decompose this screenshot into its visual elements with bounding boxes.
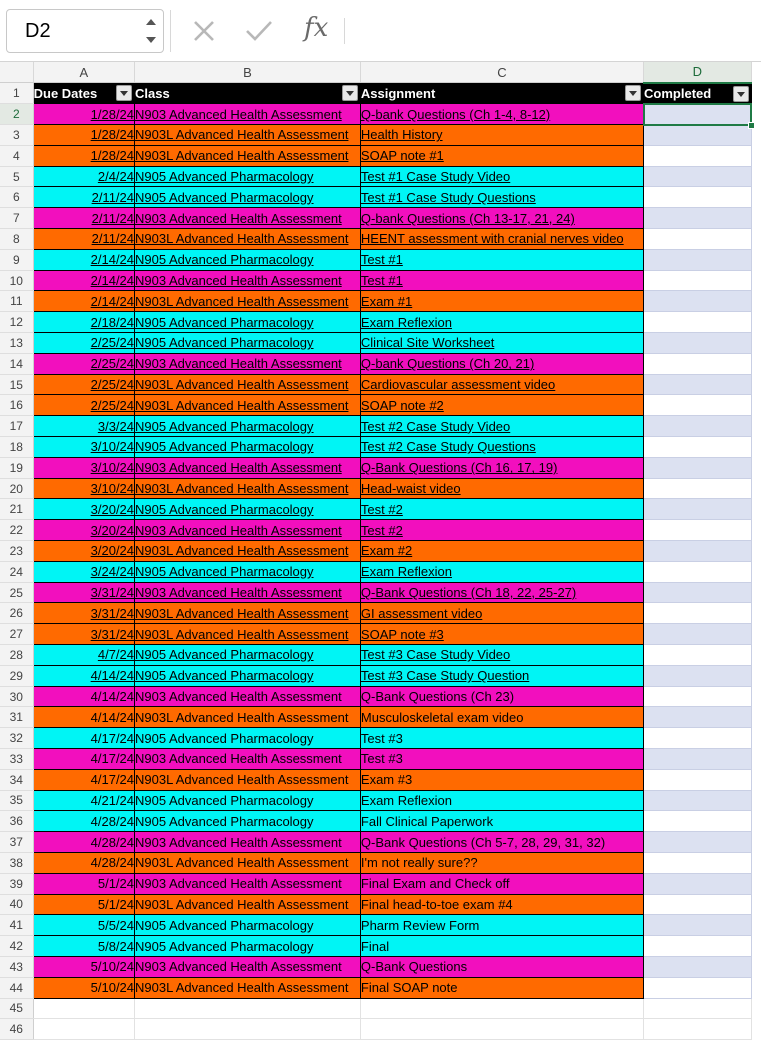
cell-completed[interactable]	[644, 749, 751, 770]
cell-class[interactable]: N903 Advanced Health Assessment	[135, 832, 361, 853]
table-row	[0, 374, 751, 395]
table-row	[0, 645, 751, 666]
row-header[interactable]: 45	[0, 998, 33, 1019]
cell-due-date[interactable]: 5/1/24	[33, 894, 134, 915]
cell-completed[interactable]	[644, 333, 751, 354]
header-due-dates[interactable]: Due Dates	[33, 83, 134, 104]
cell-assignment[interactable]: Final Exam and Check off	[360, 873, 643, 894]
row-header[interactable]: 24	[0, 561, 33, 582]
row-header[interactable]: 32	[0, 728, 33, 749]
filter-dropdown-icon[interactable]	[342, 85, 358, 101]
cell-class[interactable]: N903L Advanced Health Assessment	[135, 291, 361, 312]
table-row	[0, 894, 751, 915]
cell-assignment[interactable]: Q-Bank Questions (Ch 5-7, 28, 29, 31, 32)	[360, 832, 643, 853]
table-row	[0, 478, 751, 499]
cell-assignment[interactable]: Fall Clinical Paperwork	[360, 811, 643, 832]
table-row	[0, 395, 751, 416]
cell-class[interactable]: N905 Advanced Pharmacology	[135, 249, 361, 270]
cell-completed[interactable]	[644, 520, 751, 541]
cell-due-date[interactable]: 4/14/24	[33, 665, 134, 686]
cell-completed[interactable]	[644, 478, 751, 499]
cell-due-date[interactable]: 2/18/24	[33, 312, 134, 333]
row-header[interactable]: 20	[0, 478, 33, 499]
cell-completed[interactable]	[644, 873, 751, 894]
table-row	[0, 624, 751, 645]
table-row	[0, 291, 751, 312]
table-row	[0, 187, 751, 208]
table-row	[0, 582, 751, 603]
cell-class[interactable]: N903L Advanced Health Assessment	[135, 541, 361, 562]
table-row	[0, 353, 751, 374]
empty-cell[interactable]	[644, 1019, 751, 1040]
cell-completed[interactable]	[644, 499, 751, 520]
empty-cell[interactable]	[135, 1019, 361, 1040]
table-row	[0, 499, 751, 520]
cell-completed[interactable]	[644, 769, 751, 790]
cell-class[interactable]: N905 Advanced Pharmacology	[135, 561, 361, 582]
cell-assignment[interactable]: Musculoskeletal exam video	[360, 707, 643, 728]
cell-assignment[interactable]: Test #2 Case Study Questions	[360, 437, 643, 458]
cell-completed[interactable]	[644, 790, 751, 811]
table-row	[0, 457, 751, 478]
cell-due-date[interactable]: 1/28/24	[33, 125, 134, 146]
cell-completed[interactable]	[644, 437, 751, 458]
row-header[interactable]: 40	[0, 894, 33, 915]
cell-assignment[interactable]: SOAP note #3	[360, 624, 643, 645]
cell-due-date[interactable]: 2/25/24	[33, 333, 134, 354]
cell-assignment[interactable]: Test #2 Case Study Video	[360, 416, 643, 437]
cell-completed[interactable]	[644, 582, 751, 603]
cell-due-date[interactable]: 5/1/24	[33, 873, 134, 894]
cell-assignment[interactable]: Test #2	[360, 499, 643, 520]
cell-due-date[interactable]: 2/4/24	[33, 166, 134, 187]
cell-class[interactable]: N905 Advanced Pharmacology	[135, 187, 361, 208]
cell-class[interactable]: N903 Advanced Health Assessment	[135, 582, 361, 603]
cell-due-date[interactable]: 4/28/24	[33, 852, 134, 873]
row-header[interactable]: 13	[0, 333, 33, 354]
filter-dropdown-icon[interactable]	[116, 85, 132, 101]
table-row	[0, 333, 751, 354]
row-header[interactable]: 39	[0, 873, 33, 894]
table-row	[0, 707, 751, 728]
column-header-b[interactable]: B	[135, 62, 361, 83]
cell-due-date[interactable]: 4/17/24	[33, 769, 134, 790]
cell-assignment[interactable]: Test #3 Case Study Video	[360, 645, 643, 666]
cell-assignment[interactable]: Test #3	[360, 728, 643, 749]
cell-completed[interactable]	[644, 312, 751, 333]
cell-assignment[interactable]: Test #3 Case Study Question	[360, 665, 643, 686]
cell-class[interactable]: N903L Advanced Health Assessment	[135, 977, 361, 998]
cell-assignment[interactable]: Final	[360, 936, 643, 957]
cell-completed[interactable]	[644, 187, 751, 208]
row-header[interactable]: 34	[0, 769, 33, 790]
cell-due-date[interactable]: 2/25/24	[33, 374, 134, 395]
cell-class[interactable]: N905 Advanced Pharmacology	[135, 166, 361, 187]
cell-assignment[interactable]: Final SOAP note	[360, 977, 643, 998]
cell-due-date[interactable]: 5/10/24	[33, 956, 134, 977]
table-row	[0, 790, 751, 811]
header-class[interactable]: Class	[135, 83, 361, 104]
name-box-value: D2	[25, 20, 51, 42]
cell-class[interactable]: N903L Advanced Health Assessment	[135, 229, 361, 250]
cell-completed[interactable]	[644, 665, 751, 686]
cell-completed[interactable]	[644, 249, 751, 270]
row-header[interactable]: 4	[0, 145, 33, 166]
cell-due-date[interactable]: 3/10/24	[33, 457, 134, 478]
row-header[interactable]: 27	[0, 624, 33, 645]
cell-completed[interactable]	[644, 915, 751, 936]
row-header[interactable]: 11	[0, 291, 33, 312]
cell-assignment[interactable]: Cardiovascular assessment video	[360, 374, 643, 395]
cell-completed[interactable]	[644, 956, 751, 977]
row-header[interactable]: 35	[0, 790, 33, 811]
table-row	[0, 249, 751, 270]
cell-class[interactable]: N903L Advanced Health Assessment	[135, 145, 361, 166]
cell-due-date[interactable]: 5/5/24	[33, 915, 134, 936]
cell-class[interactable]: N903 Advanced Health Assessment	[135, 353, 361, 374]
cell-due-date[interactable]: 3/20/24	[33, 520, 134, 541]
cell-assignment[interactable]: Q-bank Questions (Ch 20, 21)	[360, 353, 643, 374]
table-row	[0, 977, 751, 998]
cell-completed[interactable]	[644, 728, 751, 749]
cell-completed[interactable]	[644, 852, 751, 873]
cell-completed[interactable]	[644, 374, 751, 395]
cell-class[interactable]: N903L Advanced Health Assessment	[135, 624, 361, 645]
row-header[interactable]: 17	[0, 416, 33, 437]
column-header-d[interactable]: D	[644, 62, 751, 83]
cell-due-date[interactable]: 3/24/24	[33, 561, 134, 582]
cell-assignment[interactable]: Exam Reflexion	[360, 561, 643, 582]
cell-class[interactable]: N905 Advanced Pharmacology	[135, 790, 361, 811]
table-row	[0, 936, 751, 957]
cell-due-date[interactable]: 5/10/24	[33, 977, 134, 998]
row-header[interactable]: 6	[0, 187, 33, 208]
cell-assignment[interactable]: Q-Bank Questions (Ch 18, 22, 25-27)	[360, 582, 643, 603]
cell-class[interactable]: N905 Advanced Pharmacology	[135, 915, 361, 936]
row-header[interactable]: 33	[0, 749, 33, 770]
cell-due-date[interactable]: 1/28/24	[33, 145, 134, 166]
cell-completed[interactable]	[644, 229, 751, 250]
row-header[interactable]: 18	[0, 437, 33, 458]
cell-assignment[interactable]: Test #1 Case Study Video	[360, 166, 643, 187]
row-header[interactable]: 44	[0, 977, 33, 998]
cell-class[interactable]: N905 Advanced Pharmacology	[135, 936, 361, 957]
cell-due-date[interactable]: 3/20/24	[33, 499, 134, 520]
cell-completed[interactable]	[644, 894, 751, 915]
cell-due-date[interactable]: 4/14/24	[33, 707, 134, 728]
sheet-table	[0, 62, 752, 1040]
cell-completed[interactable]	[644, 561, 751, 582]
cell-class[interactable]: N903L Advanced Health Assessment	[135, 769, 361, 790]
active-cell-completed[interactable]	[644, 104, 751, 125]
cell-due-date[interactable]: 2/14/24	[33, 291, 134, 312]
cell-class[interactable]: N903L Advanced Health Assessment	[135, 125, 361, 146]
cell-due-date[interactable]: 3/10/24	[33, 478, 134, 499]
cell-class[interactable]: N905 Advanced Pharmacology	[135, 645, 361, 666]
cell-assignment[interactable]: Exam #1	[360, 291, 643, 312]
formula-bar-divider	[170, 10, 171, 52]
table-row	[0, 686, 751, 707]
cell-class[interactable]: N903 Advanced Health Assessment	[135, 956, 361, 977]
cell-class[interactable]: N905 Advanced Pharmacology	[135, 811, 361, 832]
cell-due-date[interactable]: 4/21/24	[33, 790, 134, 811]
cell-completed[interactable]	[644, 208, 751, 229]
cell-class[interactable]: N905 Advanced Pharmacology	[135, 312, 361, 333]
cell-assignment[interactable]: Q-Bank Questions	[360, 956, 643, 977]
row-header[interactable]: 25	[0, 582, 33, 603]
cell-assignment[interactable]: Exam #3	[360, 769, 643, 790]
cell-completed[interactable]	[644, 603, 751, 624]
row-header[interactable]: 29	[0, 665, 33, 686]
spreadsheet-grid[interactable]	[0, 62, 761, 1037]
cell-class[interactable]: N905 Advanced Pharmacology	[135, 333, 361, 354]
empty-cell[interactable]	[644, 998, 751, 1019]
cell-class[interactable]: N903L Advanced Health Assessment	[135, 478, 361, 499]
cell-completed[interactable]	[644, 624, 751, 645]
row-header[interactable]: 15	[0, 374, 33, 395]
cell-completed[interactable]	[644, 936, 751, 957]
table-row	[0, 665, 751, 686]
table-row	[0, 312, 751, 333]
row-header[interactable]: 12	[0, 312, 33, 333]
table-row	[0, 873, 751, 894]
row-header[interactable]: 23	[0, 541, 33, 562]
row-header[interactable]: 28	[0, 645, 33, 666]
cell-due-date[interactable]: 2/11/24	[33, 187, 134, 208]
row-header[interactable]: 9	[0, 249, 33, 270]
table-row	[0, 728, 751, 749]
cell-assignment[interactable]: Test #3	[360, 749, 643, 770]
cell-class[interactable]: N903 Advanced Health Assessment	[135, 686, 361, 707]
table-row	[0, 852, 751, 873]
row-header[interactable]: 10	[0, 270, 33, 291]
row-header[interactable]: 30	[0, 686, 33, 707]
cell-completed[interactable]	[644, 291, 751, 312]
table-row	[0, 520, 751, 541]
cell-class[interactable]: N903 Advanced Health Assessment	[135, 208, 361, 229]
cell-assignment[interactable]: Health History	[360, 125, 643, 146]
cell-due-date[interactable]: 4/17/24	[33, 728, 134, 749]
row-header[interactable]: 22	[0, 520, 33, 541]
cell-class[interactable]: N905 Advanced Pharmacology	[135, 665, 361, 686]
cell-due-date[interactable]: 2/14/24	[33, 249, 134, 270]
cell-due-date[interactable]: 3/31/24	[33, 582, 134, 603]
cell-assignment[interactable]: Test #1 Case Study Questions	[360, 187, 643, 208]
cell-class[interactable]: N903L Advanced Health Assessment	[135, 894, 361, 915]
cell-assignment[interactable]: Pharm Review Form	[360, 915, 643, 936]
table-row	[0, 229, 751, 250]
cell-due-date[interactable]: 3/31/24	[33, 624, 134, 645]
table-row	[0, 832, 751, 853]
cell-assignment[interactable]: I'm not really sure??	[360, 852, 643, 873]
column-header-c[interactable]: C	[360, 62, 643, 83]
cell-class[interactable]: N903L Advanced Health Assessment	[135, 374, 361, 395]
header-assignment[interactable]: Assignment	[360, 83, 643, 104]
table-row	[0, 769, 751, 790]
cell-class[interactable]: N905 Advanced Pharmacology	[135, 416, 361, 437]
header-completed[interactable]: Completed	[644, 83, 751, 104]
cell-assignment[interactable]: HEENT assessment with cranial nerves video	[360, 229, 643, 250]
cell-completed[interactable]	[644, 166, 751, 187]
row-header[interactable]: 2	[0, 104, 33, 125]
cell-class[interactable]: N905 Advanced Pharmacology	[135, 499, 361, 520]
select-all-corner[interactable]	[0, 62, 33, 83]
row-header[interactable]: 7	[0, 208, 33, 229]
table-row	[0, 915, 751, 936]
cell-completed[interactable]	[644, 811, 751, 832]
cell-class[interactable]: N903 Advanced Health Assessment	[135, 520, 361, 541]
cell-due-date[interactable]: 4/17/24	[33, 749, 134, 770]
row-header[interactable]: 3	[0, 125, 33, 146]
cell-class[interactable]: N905 Advanced Pharmacology	[135, 437, 361, 458]
cell-class[interactable]: N903 Advanced Health Assessment	[135, 270, 361, 291]
cell-class[interactable]: N903 Advanced Health Assessment	[135, 104, 361, 125]
cell-due-date[interactable]: 2/25/24	[33, 395, 134, 416]
cell-assignment[interactable]: Exam Reflexion	[360, 790, 643, 811]
cell-completed[interactable]	[644, 977, 751, 998]
table-row	[0, 104, 751, 125]
row-header[interactable]: 43	[0, 956, 33, 977]
row-header[interactable]: 1	[0, 83, 33, 104]
row-header[interactable]: 41	[0, 915, 33, 936]
cell-completed[interactable]	[644, 353, 751, 374]
empty-cell[interactable]	[33, 998, 134, 1019]
cell-completed[interactable]	[644, 395, 751, 416]
row-header[interactable]: 46	[0, 1019, 33, 1040]
row-header[interactable]: 5	[0, 166, 33, 187]
cell-completed[interactable]	[644, 125, 751, 146]
cell-assignment[interactable]: Test #1	[360, 249, 643, 270]
cell-class[interactable]: N903L Advanced Health Assessment	[135, 852, 361, 873]
cell-assignment[interactable]: SOAP note #1	[360, 145, 643, 166]
table-row	[0, 270, 751, 291]
cell-due-date[interactable]: 2/11/24	[33, 229, 134, 250]
close-icon[interactable]	[192, 19, 216, 43]
formula-bar	[0, 0, 761, 62]
cell-assignment[interactable]: Q-bank Questions (Ch 13-17, 21, 24)	[360, 208, 643, 229]
table-row	[0, 603, 751, 624]
function-icon[interactable]: fx	[304, 13, 329, 43]
filter-dropdown-icon[interactable]	[733, 86, 749, 102]
row-header[interactable]: 38	[0, 852, 33, 873]
table-row	[0, 416, 751, 437]
cell-assignment[interactable]: Q-Bank Questions (Ch 16, 17, 19)	[360, 457, 643, 478]
table-row	[0, 998, 751, 1019]
empty-cell[interactable]	[360, 1019, 643, 1040]
row-header[interactable]: 31	[0, 707, 33, 728]
empty-cell[interactable]	[33, 1019, 134, 1040]
cell-assignment[interactable]: Q-bank Questions (Ch 1-4, 8-12)	[360, 104, 643, 125]
table-row	[0, 166, 751, 187]
table-row	[0, 811, 751, 832]
cell-due-date[interactable]: 4/28/24	[33, 811, 134, 832]
cell-assignment[interactable]: GI assessment video	[360, 603, 643, 624]
cell-completed[interactable]	[644, 541, 751, 562]
cell-completed[interactable]	[644, 457, 751, 478]
cell-assignment[interactable]: Q-Bank Questions (Ch 23)	[360, 686, 643, 707]
cell-class[interactable]: N903L Advanced Health Assessment	[135, 395, 361, 416]
row-header[interactable]: 26	[0, 603, 33, 624]
cell-class[interactable]: N903 Advanced Health Assessment	[135, 457, 361, 478]
table-row	[0, 208, 751, 229]
cell-due-date[interactable]: 2/14/24	[33, 270, 134, 291]
cell-assignment[interactable]: Final head-to-toe exam #4	[360, 894, 643, 915]
table-row	[0, 437, 751, 458]
check-icon[interactable]	[244, 19, 274, 43]
cell-assignment[interactable]: Exam #2	[360, 541, 643, 562]
cell-completed[interactable]	[644, 686, 751, 707]
cell-completed[interactable]	[644, 145, 751, 166]
cell-due-date[interactable]: 2/11/24	[33, 208, 134, 229]
row-header[interactable]: 21	[0, 499, 33, 520]
cell-due-date[interactable]: 3/20/24	[33, 541, 134, 562]
filter-dropdown-icon[interactable]	[625, 85, 641, 101]
cell-assignment[interactable]: Test #1	[360, 270, 643, 291]
cell-due-date[interactable]: 2/25/24	[33, 353, 134, 374]
cell-assignment[interactable]: Clinical Site Worksheet	[360, 333, 643, 354]
formula-input[interactable]	[350, 10, 761, 52]
cell-due-date[interactable]: 3/3/24	[33, 416, 134, 437]
fill-handle[interactable]	[748, 122, 755, 129]
table-row	[0, 541, 751, 562]
cell-due-date[interactable]: 3/10/24	[33, 437, 134, 458]
cell-completed[interactable]	[644, 270, 751, 291]
row-header[interactable]: 19	[0, 457, 33, 478]
table-row	[0, 1019, 751, 1040]
table-row	[0, 145, 751, 166]
chevron-updown-icon[interactable]	[143, 14, 159, 48]
empty-cell[interactable]	[360, 998, 643, 1019]
cell-due-date[interactable]: 1/28/24	[33, 104, 134, 125]
cell-due-date[interactable]: 4/14/24	[33, 686, 134, 707]
cell-due-date[interactable]: 4/7/24	[33, 645, 134, 666]
row-header[interactable]: 37	[0, 832, 33, 853]
cell-completed[interactable]	[644, 832, 751, 853]
row-header[interactable]: 8	[0, 229, 33, 250]
cell-completed[interactable]	[644, 645, 751, 666]
formula-bar-divider	[344, 18, 345, 44]
row-header[interactable]: 16	[0, 395, 33, 416]
cell-assignment[interactable]: Exam Reflexion	[360, 312, 643, 333]
cell-class[interactable]: N903 Advanced Health Assessment	[135, 873, 361, 894]
cell-due-date[interactable]: 3/31/24	[33, 603, 134, 624]
row-header[interactable]: 42	[0, 936, 33, 957]
row-header[interactable]: 36	[0, 811, 33, 832]
cell-due-date[interactable]: 4/28/24	[33, 832, 134, 853]
empty-cell[interactable]	[135, 998, 361, 1019]
cell-assignment[interactable]: Head-waist video	[360, 478, 643, 499]
cell-completed[interactable]	[644, 416, 751, 437]
name-box[interactable]	[6, 9, 164, 53]
cell-completed[interactable]	[644, 707, 751, 728]
cell-class[interactable]: N903L Advanced Health Assessment	[135, 707, 361, 728]
cell-class[interactable]: N903 Advanced Health Assessment	[135, 749, 361, 770]
cell-due-date[interactable]: 5/8/24	[33, 936, 134, 957]
cell-assignment[interactable]: SOAP note #2	[360, 395, 643, 416]
table-row	[0, 749, 751, 770]
cell-class[interactable]: N903L Advanced Health Assessment	[135, 603, 361, 624]
cell-class[interactable]: N905 Advanced Pharmacology	[135, 728, 361, 749]
column-header-a[interactable]: A	[33, 62, 134, 83]
table-row	[0, 125, 751, 146]
table-row	[0, 956, 751, 977]
row-header[interactable]: 14	[0, 353, 33, 374]
table-row	[0, 561, 751, 582]
cell-assignment[interactable]: Test #2	[360, 520, 643, 541]
